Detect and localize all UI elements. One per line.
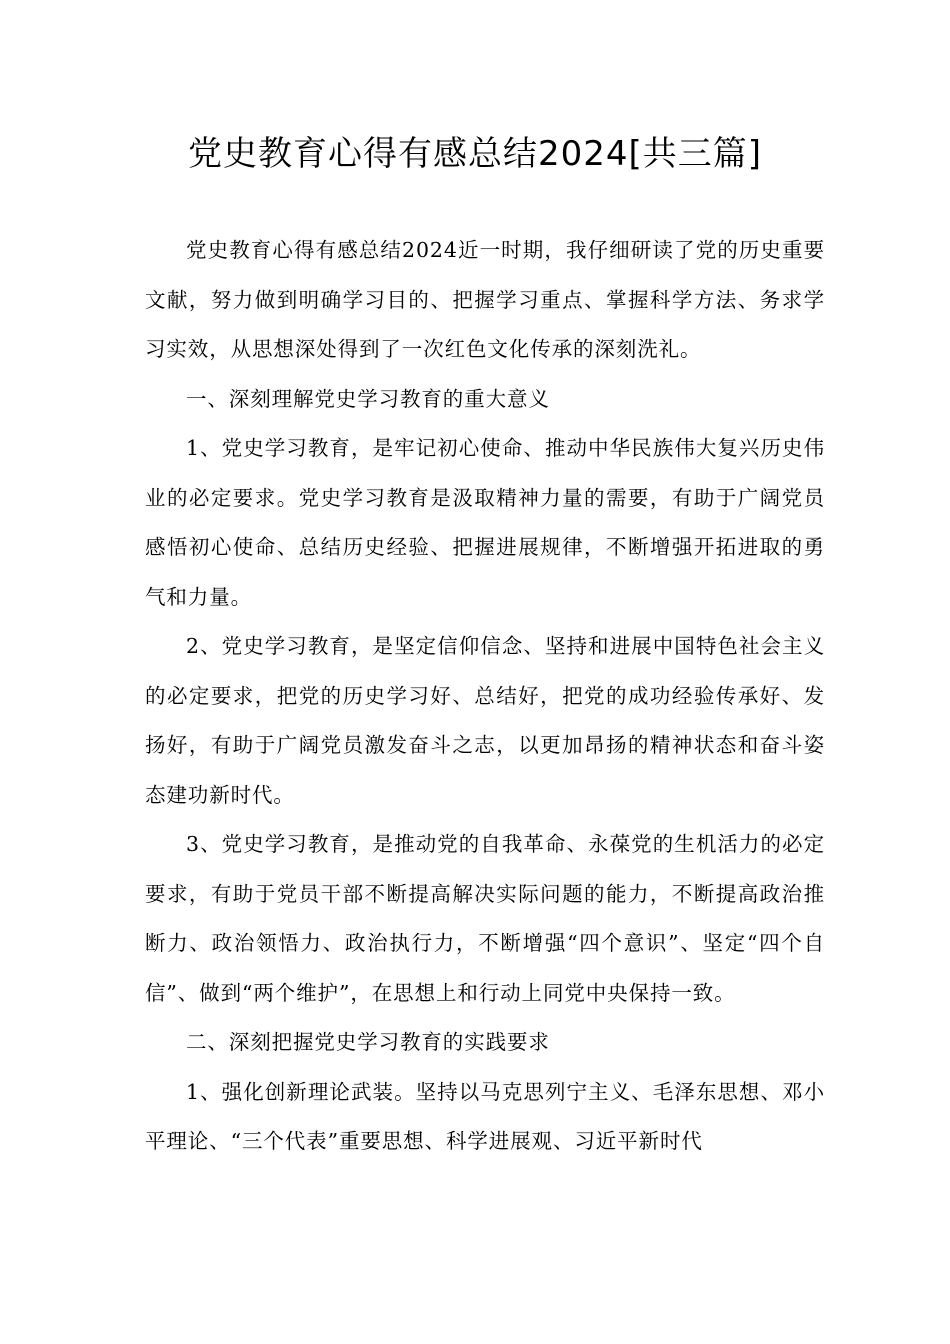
document-title: 党史教育心得有感总结2024[共三篇]: [187, 134, 763, 174]
body-paragraph: 3、党史学习教育，是推动党的自我革命、永葆党的生机活力的必定要求，有助于党员干部不断提高解决实际问题的能力，不断提高政治推断力、政治领悟力、政治执行力，不断增强“四个意识”、坚定“四个自信”、做到“两个维护”，在思想上和行动上同党中央保持一致。: [145, 832, 825, 1005]
intro-paragraph: 党史教育心得有感总结2024近一时期，我仔细研读了党的历史重要文献，努力做到明确学习目的、把握学习重点、掌握科学方法、务求学习实效，从思想深处得到了一次红色文化传承的深刻洗礼。: [145, 238, 825, 361]
body-paragraph: 1、强化创新理论武装。坚持以马克思列宁主义、毛泽东思想、邓小平理论、“三个代表”重要思想、科学进展观、习近平新时代: [145, 1079, 825, 1153]
body-paragraph: 2、党史学习教育，是坚定信仰信念、坚持和进展中国特色社会主义的必定要求，把党的历史学习好、总结好，把党的成功经验传承好、发扬好，有助于广阔党员激发奋斗之志，以更加昂扬的精神状态和奋斗姿态建功新时代。: [145, 634, 825, 807]
section-heading-1: 一、深刻理解党史学习教育的重大意义: [186, 386, 550, 411]
body-paragraph: 1、党史学习教育，是牢记初心使命、推动中华民族伟大复兴历史伟业的必定要求。党史学习教育是汲取精神力量的需要，有助于广阔党员感悟初心使命、总结历史经验、把握进展规律，不断增强开拓进取的勇气和力量。: [145, 436, 825, 609]
document-body: [145, 226, 825, 1167]
section-heading-2: 二、深刻把握党史学习教育的实践要求: [186, 1030, 550, 1054]
